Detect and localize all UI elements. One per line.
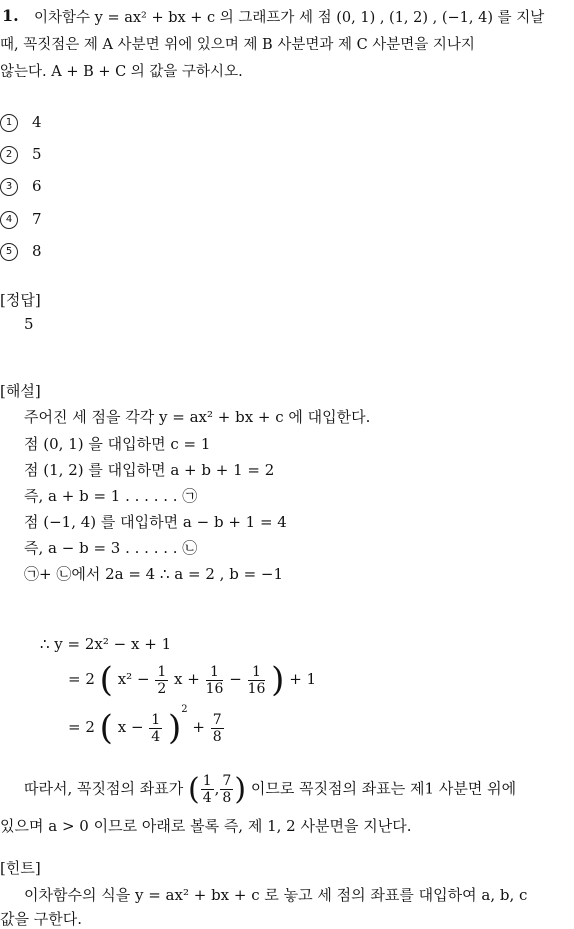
fraction: $\frac{7}{8}$ <box>212 711 222 745</box>
exponent: 2 <box>181 704 188 715</box>
choice-value: 6 <box>32 177 42 195</box>
choice-marker: 5 <box>0 243 18 261</box>
question-line-1: 이차함수 y = ax² + bx + c 의 그래프가 세 점 (0, 1) , (1, 2) , (−1, 4) 를 지날 <box>34 10 545 26</box>
explanation-line-1: 주어진 세 점을 각각 y = ax² + bx + c 에 대입한다. <box>24 408 371 426</box>
fraction: $\frac{1}{2}$ <box>157 663 167 697</box>
explanation-line-7: ㉠+ ㉡에서 2a = 4 ∴ a = 2 , b = −1 <box>24 565 284 583</box>
left-paren: ( <box>99 660 113 700</box>
derivation-term: x − <box>117 718 144 736</box>
conclusion-text: 이므로 꼭짓점의 좌표는 제1 사분면 위에 <box>250 779 517 798</box>
choice-3[interactable] <box>0 177 42 196</box>
derivation-line-1: ∴ y = 2x² − x + 1 <box>40 635 172 653</box>
right-paren: ) <box>271 660 285 700</box>
choice-4[interactable] <box>0 210 42 229</box>
derivation-coef: = 2 <box>68 718 95 736</box>
explanation-label: [해설] <box>0 382 41 400</box>
right-paren: ) <box>168 708 182 748</box>
derivation-line-3 <box>68 704 225 748</box>
derivation-term: − <box>229 670 242 688</box>
explanation-line-3: 점 (1, 2) 를 대입하면 a + b + 1 = 2 <box>24 461 275 479</box>
choice-value: 7 <box>32 210 42 228</box>
choice-1[interactable] <box>0 113 42 132</box>
conclusion-line-1: 따라서, 꼭짓점의 좌표가 ( $\frac{1}{4}$ , $\frac{7}{8}$ ) 이므로 꼭짓점의 좌표는 제1 사분면 위에 <box>24 772 517 807</box>
hint-label: [힌트] <box>0 859 41 877</box>
left-paren: ( <box>188 772 200 807</box>
derivation-term: + 1 <box>289 670 317 688</box>
choice-marker: 4 <box>0 211 18 229</box>
choice-2[interactable] <box>0 145 42 164</box>
conclusion-line-2: 있으며 a > 0 이므로 아래로 볼록 즉, 제 1, 2 사분면을 지난다. <box>0 817 412 835</box>
question-number: 1. <box>2 6 19 25</box>
fraction: $\frac{1}{16}$ <box>205 663 224 697</box>
question-line-2: 때, 꼭짓점은 제 A 사분면 위에 있으며 제 B 사분면과 제 C 사분면을 지나지 <box>0 37 475 53</box>
fraction: $\frac{1}{4}$ <box>151 711 161 745</box>
choice-marker: 3 <box>0 178 18 196</box>
choice-marker: 2 <box>0 146 18 164</box>
choice-value: 5 <box>32 145 42 163</box>
right-paren: ) <box>234 772 247 807</box>
left-paren: ( <box>99 708 113 748</box>
hint-line-1: 이차함수의 식을 y = ax² + bx + c 로 놓고 세 점의 좌표를 대입하여 a, b, c <box>24 886 528 904</box>
explanation-line-4: 즉, a + b = 1 . . . . . . ㉠ <box>24 487 198 505</box>
question-text <box>0 5 570 86</box>
fraction: $\frac{7}{8}$ <box>222 773 232 806</box>
answer-label: [정답] <box>0 291 41 309</box>
derivation-coef: = 2 <box>68 670 95 688</box>
choice-marker: 1 <box>0 114 18 132</box>
derivation-term: x² − <box>117 670 150 688</box>
conclusion-text: 따라서, 꼭짓점의 좌표가 <box>24 779 184 798</box>
fraction: $\frac{1}{4}$ <box>202 773 212 806</box>
fraction: $\frac{1}{16}$ <box>247 663 266 697</box>
choice-value: 8 <box>32 242 42 260</box>
derivation-term: + <box>192 718 205 736</box>
derivation-line-2 <box>68 660 316 700</box>
answer-value: 5 <box>24 315 34 333</box>
question-line-3: 않는다. A + B + C 의 값을 구하시오. <box>0 64 243 80</box>
explanation-line-5: 점 (−1, 4) 를 대입하면 a − b + 1 = 4 <box>24 513 287 531</box>
choice-value: 4 <box>32 113 42 131</box>
hint-line-2: 값을 구한다. <box>0 910 82 928</box>
derivation-term: x + <box>174 670 200 688</box>
explanation-line-2: 점 (0, 1) 을 대입하면 c = 1 <box>24 435 211 453</box>
explanation-line-6: 즉, a − b = 3 . . . . . . ㉡ <box>24 539 198 557</box>
choice-5[interactable] <box>0 242 42 261</box>
